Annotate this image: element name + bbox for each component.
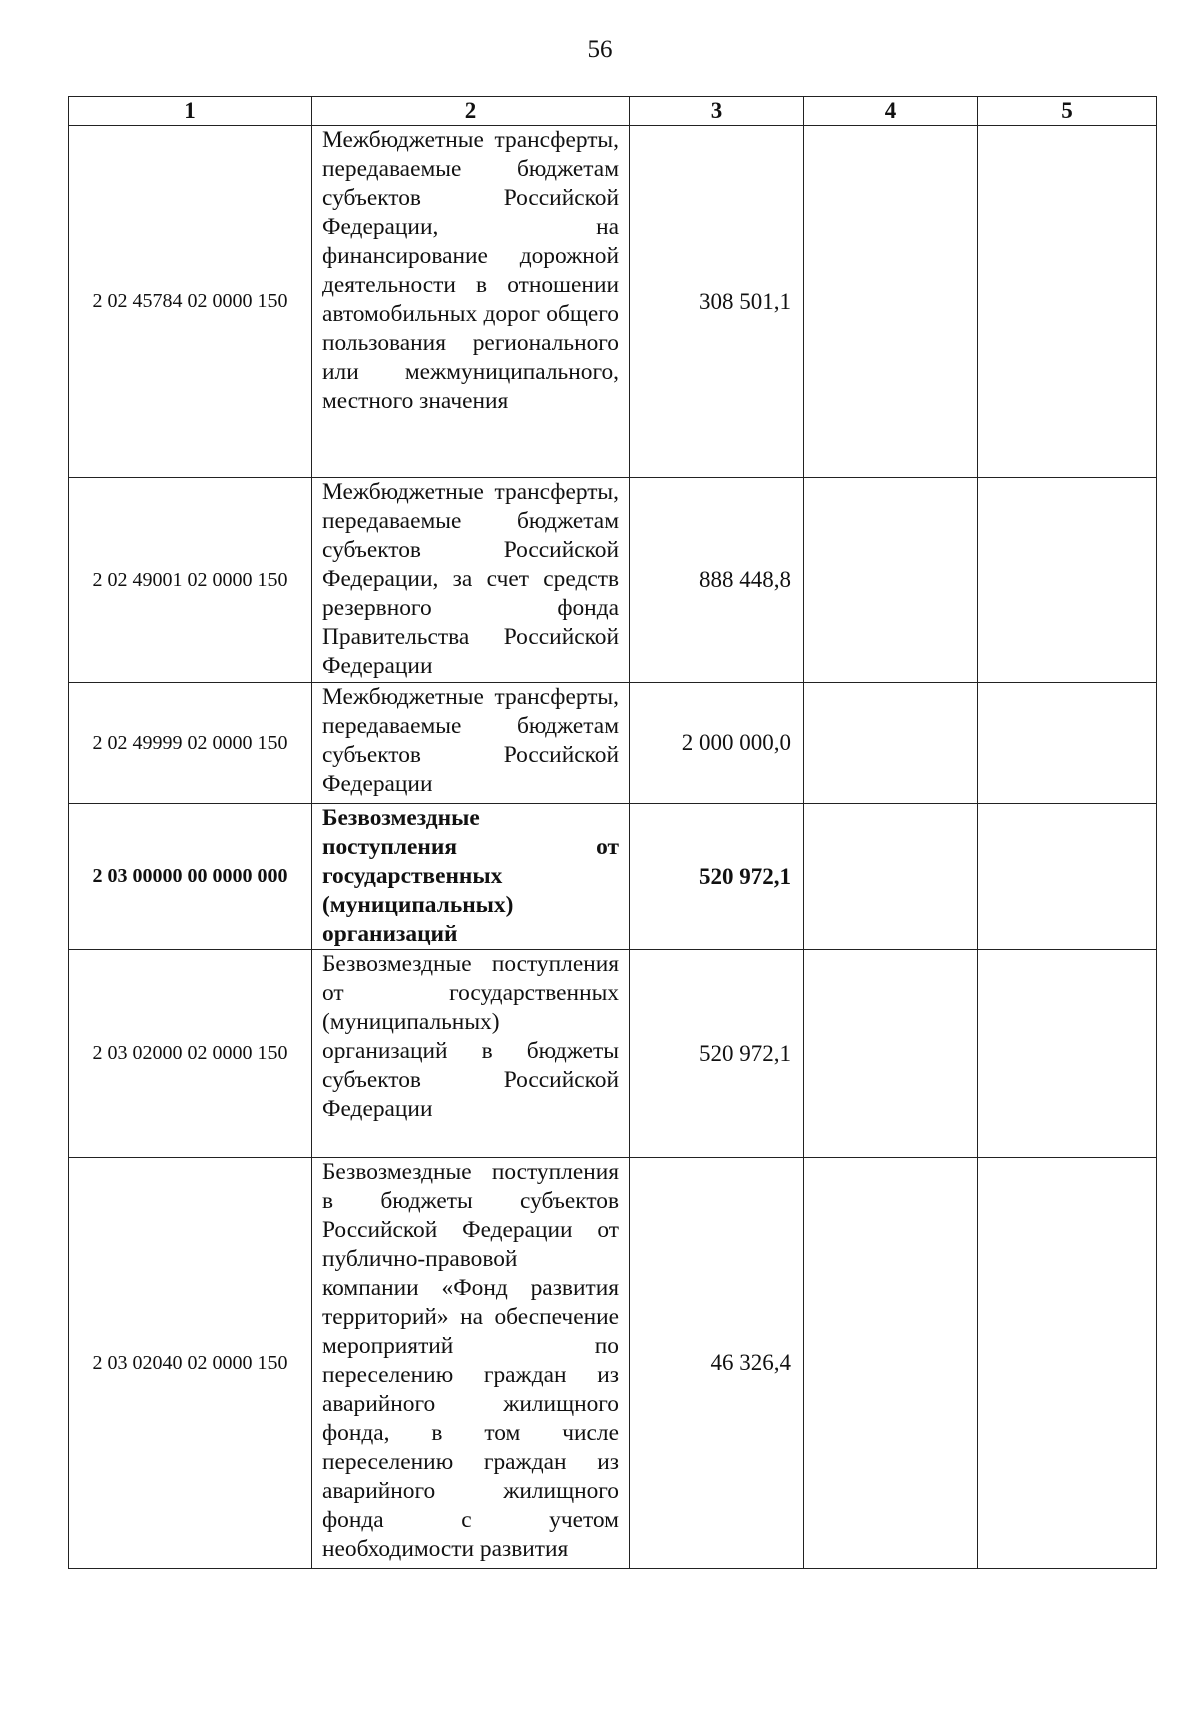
header-col-3: 3: [630, 97, 804, 126]
row-col-4: [804, 126, 978, 478]
row-amount: 888 448,8: [630, 478, 804, 683]
table-row: [69, 126, 1157, 478]
row-code: 2 02 49999 02 0000 150: [69, 683, 312, 804]
row-description: Межбюджетные трансферты, передаваемые бюджетам субъектов Российской Федерации, на финансирование дорожной деятельности в отношении автомобильных дорог общего пользования регионального или межмуниципального, местного значения: [312, 126, 630, 478]
row-col-5: [978, 683, 1157, 804]
header-col-5: 5: [978, 97, 1157, 126]
header-col-1: 1: [69, 97, 312, 126]
row-col-5: [978, 804, 1157, 950]
table-row: [69, 950, 1157, 1158]
row-description: Безвозмездные поступления от государственных (муниципальных) организаций в бюджеты субъектов Российской Федерации: [312, 950, 630, 1158]
header-col-2: 2: [312, 97, 630, 126]
table-row: [69, 1158, 1157, 1569]
row-amount: 46 326,4: [630, 1158, 804, 1569]
row-amount: 2 000 000,0: [630, 683, 804, 804]
row-amount: 308 501,1: [630, 126, 804, 478]
row-description: Безвозмездные поступления от государственных (муниципальных) организаций: [312, 804, 630, 950]
row-description: Межбюджетные трансферты, передаваемые бюджетам субъектов Российской Федерации, за счет средств резервного фонда Правительства Российской Федерации: [312, 478, 630, 683]
page-number: 56: [587, 36, 613, 63]
row-amount: 520 972,1: [630, 804, 804, 950]
row-description: Межбюджетные трансферты, передаваемые бюджетам субъектов Российской Федерации: [312, 683, 630, 804]
row-col-4: [804, 683, 978, 804]
row-code: 2 03 02000 02 0000 150: [69, 950, 312, 1158]
table-row: [69, 683, 1157, 804]
row-col-4: [804, 950, 978, 1158]
row-code: 2 03 00000 00 0000 000: [69, 804, 312, 950]
row-code: 2 03 02040 02 0000 150: [69, 1158, 312, 1569]
row-description: Безвозмездные поступления в бюджеты субъектов Российской Федерации от публично-правовой компании «Фонд развития территорий» на обеспечение мероприятий по переселению граждан из аварийного жилищного фонда, в том числе переселению граждан из аварийного жилищного фонда с учетом необходимости развития: [312, 1158, 630, 1569]
row-code: 2 02 45784 02 0000 150: [69, 126, 312, 478]
row-col-4: [804, 804, 978, 950]
row-col-4: [804, 1158, 978, 1569]
table-row: [69, 478, 1157, 683]
budget-table: [68, 96, 1157, 1569]
row-col-5: [978, 126, 1157, 478]
row-amount: 520 972,1: [630, 950, 804, 1158]
row-code: 2 02 49001 02 0000 150: [69, 478, 312, 683]
row-col-5: [978, 950, 1157, 1158]
table-row: [69, 804, 1157, 950]
header-row: [69, 97, 1157, 126]
row-col-5: [978, 478, 1157, 683]
header-col-4: 4: [804, 97, 978, 126]
row-col-5: [978, 1158, 1157, 1569]
row-col-4: [804, 478, 978, 683]
